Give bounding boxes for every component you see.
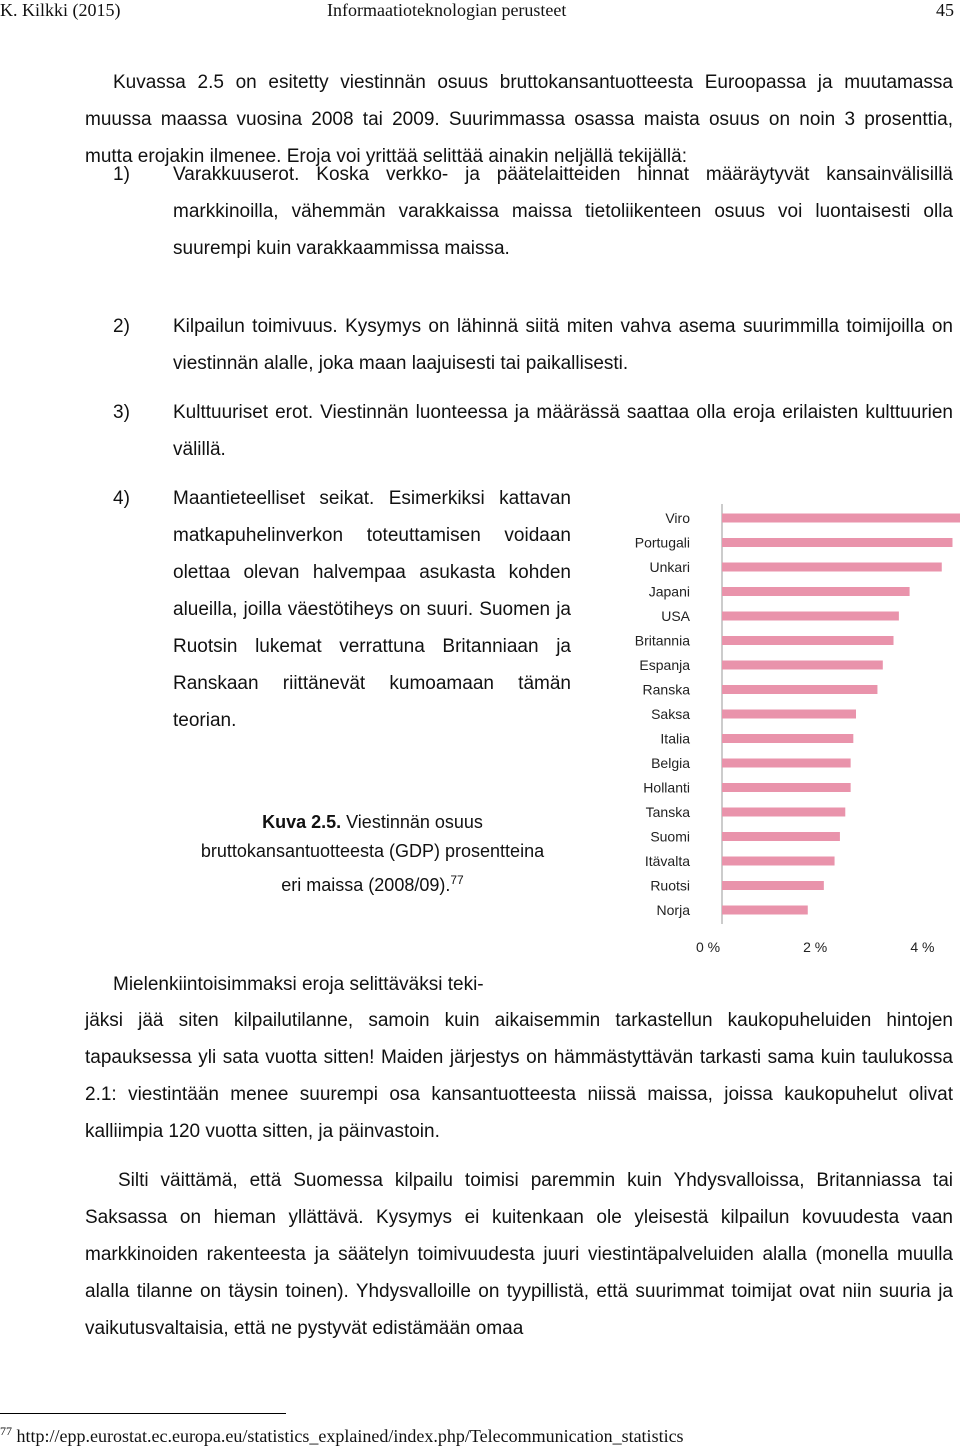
chart-bar: [722, 538, 952, 547]
chart-bar: [722, 514, 960, 523]
list-item-body: Koska verkko- ja päätelaitteiden hinnat määräytyvät kansainvälisillä markkinoilla, vähemmän varakkaissa maissa tietoliikenteen osuus voi luontaisesti olla suurempi kuin varakkaammissa maissa.: [173, 164, 953, 259]
chart-category-label: Britannia: [634, 632, 690, 649]
chart-bar: [722, 636, 894, 645]
list-item-title: Kilpailun toimivuus.: [173, 316, 338, 337]
list-item-number: 3): [113, 402, 130, 423]
list-item-number: 4): [113, 488, 130, 509]
list-item-body: Viestinnän luonteessa ja määrässä saattaa olla eroja erilaisten kulttuurien välillä.: [173, 402, 953, 460]
chart-category-label: Belgia: [651, 755, 690, 771]
list-item-text: [173, 308, 953, 382]
chart-category-label: Viro: [665, 510, 690, 526]
chart-svg: [600, 500, 960, 962]
list-item-title: Kulttuuriset erot.: [173, 402, 314, 423]
list-item-title: Varakkuuserot.: [173, 164, 300, 185]
page-header: [0, 0, 960, 24]
chart-bar: [722, 906, 808, 915]
caption-footnote-ref: 77: [450, 873, 464, 887]
list-item-body: Kysymys on lähinnä siitä miten vahva asema suurimmilla toimijoilla on viestinnän alalle, joka maan laajuisesti tai paikallisesti.: [173, 316, 953, 374]
chart-category-label: Suomi: [650, 828, 690, 845]
chart-category-label: Ranska: [642, 681, 690, 698]
chart-category-label: Saksa: [651, 706, 690, 722]
footnote-divider: [0, 1413, 286, 1414]
caption-label: Kuva 2.5.: [262, 812, 342, 832]
chart-bar: [722, 881, 824, 890]
chart-category-label: Itävalta: [644, 853, 690, 869]
chart-category-label: Norja: [656, 902, 690, 918]
chart-bar: [722, 710, 856, 719]
chart-bar: [722, 563, 942, 572]
list-item-text: [173, 480, 571, 739]
footnote: [0, 1424, 684, 1447]
page-number: 45: [936, 0, 954, 20]
header-author: K. Kilkki (2015): [0, 0, 121, 20]
header-title: Informaatioteknologian perusteet: [327, 0, 567, 20]
chart-bar: [722, 808, 845, 817]
chart-bar: [722, 587, 910, 596]
gdp-share-chart: [600, 500, 960, 962]
list-item-number: 2): [113, 316, 130, 337]
paragraph-3: Silti väittämä, että Suomessa kilpailu toimisi paremmin kuin Yhdysvalloissa, Britanniassa tai Saksassa on hieman yllättävä. Kysymys ei kuitenkaan ole yleisestä kilpailun kovuudesta vaan markkinoiden rakenteesta ja säätelyn toimivuudesta juuri viestintäpalveluiden alalla (monella muulla alalla tilanne on täysin toinen). Yhdysvalloille on tyypillistä, että suurimmat toimijat ovat niin suuria ja vaikutusvaltaisia, että ne pystyvät edistämään omaa: [85, 1170, 953, 1339]
chart-category-label: Unkari: [649, 559, 690, 575]
list-item-body: Esimerkiksi kattavan matkapuhelinverkon toteuttamisen voidaan olettaa olevan halvempaa asukasta kohden alueilla, joilla väestötiheys on suuri. Suomen ja Ruotsin lukemat verrattuna Britanniaan ja Ranskaan riittänevät kumoamaan tämän teorian.: [173, 488, 571, 731]
list-item-number: 1): [113, 164, 130, 185]
footnote-link[interactable]: http://epp.eurostat.ec.europa.eu/statistics_explained/index.php/Telecommunication_statistics: [12, 1426, 684, 1446]
chart-category-label: USA: [661, 608, 690, 624]
list-item-title: Maantieteelliset seikat.: [173, 488, 375, 509]
chart-bar: [722, 661, 883, 670]
chart-category-label: Ruotsi: [650, 877, 690, 894]
figure-caption: [200, 808, 545, 900]
chart-category-label: Espanja: [639, 657, 690, 673]
intro-paragraph: Kuvassa 2.5 on esitetty viestinnän osuus bruttokansantuotteesta Euroopassa ja muutamassa muussa maassa vuosina 2008 tai 2009. Suurimmassa osassa maista osuus on noin 3 prosenttia, mutta erojakin ilmenee. Eroja voi yrittää selittää ainakin neljällä tekijällä:: [85, 72, 953, 167]
chart-category-label: Hollanti: [643, 779, 690, 796]
chart-bar: [722, 857, 835, 866]
caption-text: Viestinnän osuus bruttokansantuotteesta (GDP) prosentteina eri maissa (2008/09).: [200, 812, 545, 895]
paragraph-2: jäksi jää siten kilpailutilanne, samoin kuin aikaisemmin tarkastellun kaukopuheluiden hintojen tapauksessa yli sata vuotta sitten! Maiden järjestys on hämmästyttävän tarkasti sama kuin taulukossa 2.1: viestintään menee suurempi osa kansantuotteesta niissä maissa, joissa kaukopuhelut olivat kalliimpia 120 vuotta sitten, ja päinvastoin.: [85, 1010, 953, 1142]
chart-bar: [722, 832, 840, 841]
list-item: [113, 308, 953, 382]
chart-tick-label: 4 %: [910, 939, 935, 955]
chart-bar: [722, 612, 899, 621]
list-item-text: [173, 394, 953, 468]
chart-bar: [722, 734, 853, 743]
chart-category-label: Japani: [648, 583, 690, 600]
chart-tick-label: 2 %: [803, 939, 828, 955]
paragraph-lead: Mielenkiintoisimmaksi eroja selittäväksi teki-: [113, 974, 484, 995]
chart-bar: [722, 685, 877, 694]
chart-tick-label: 0 %: [695, 939, 721, 955]
chart-category-label: Portugali: [634, 534, 690, 551]
list-item: [113, 394, 953, 468]
chart-bar: [722, 759, 851, 768]
footnote-number: 77: [0, 1424, 12, 1438]
chart-category-label: Tanska: [645, 804, 690, 820]
list-item: [113, 156, 953, 266]
chart-bar: [722, 783, 851, 792]
list-item: [113, 480, 573, 740]
chart-category-label: Italia: [660, 730, 690, 747]
list-item-text: [173, 156, 953, 267]
